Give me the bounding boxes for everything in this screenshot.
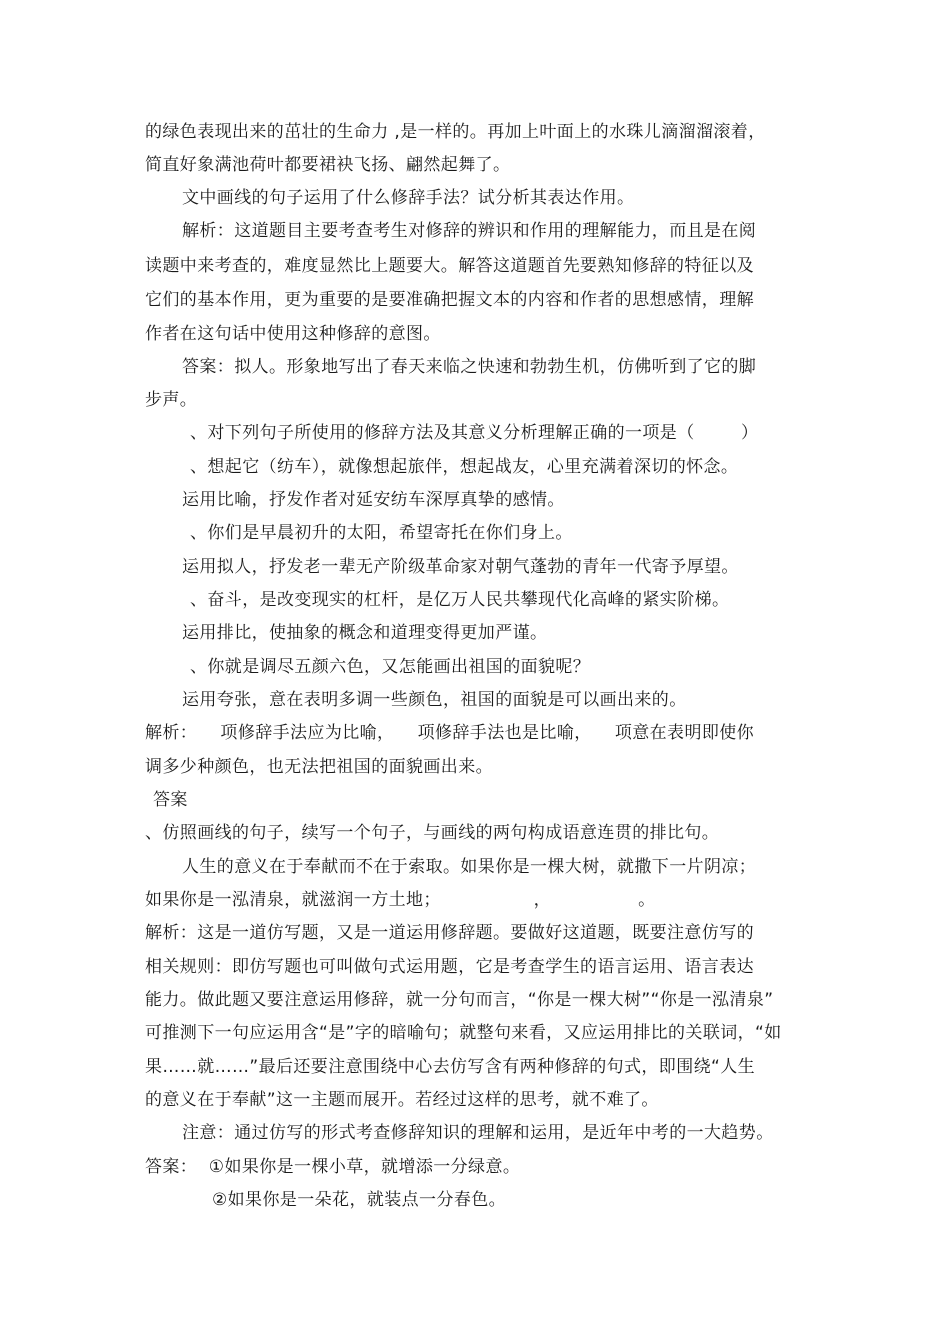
text-line: 如果你是一泓清泉，就滋润一方土地； ， 。	[145, 890, 656, 910]
text-line: 它们的基本作用，更为重要的是要准确把握文本的内容和作者的思想感情，理解	[145, 290, 754, 310]
answer-line: 答案： ①如果你是一棵小草，就增添一分绿意。	[145, 1157, 521, 1177]
text-line: 运用比喻，抒发作者对延安纺车深厚真挚的感情。	[182, 490, 565, 510]
question-line: 、仿照画线的句子，续写一个句子，与画线的两句构成语意连贯的排比句。	[145, 823, 720, 843]
text-line: 作者在这句话中使用这种修辞的意图。	[145, 324, 441, 344]
text-line: 文中画线的句子运用了什么修辞手法？试分析其表达作用。	[182, 188, 635, 208]
text-line: 解析：这道题目主要考查考生对修辞的辨识和作用的理解能力，而且是在阅	[182, 221, 757, 241]
text-line: 读题中来考查的，难度显然比上题要大。解答这道题首先要熟知修辞的特征以及	[145, 256, 754, 276]
text-line: 可推测下一句应运用含“是”字的暗喻句；就整句来看，又应运用排比的关联词，“如	[145, 1023, 782, 1043]
text-line: 运用拟人，抒发老一辈无产阶级革命家对朝气蓬勃的青年一代寄予厚望。	[182, 557, 739, 577]
text-line: 注意：通过仿写的形式考查修辞知识的理解和运用，是近年中考的一大趋势。	[182, 1123, 774, 1143]
text-line: 运用排比，使抽象的概念和道理变得更加严谨。	[182, 623, 548, 643]
text-line: 人生的意义在于奉献而不在于索取。如果你是一棵大树，就撒下一片阴凉；	[182, 857, 757, 877]
text-line: 步声。	[145, 390, 198, 410]
option-line: 、你们是早晨初升的太阳，希望寄托在你们身上。	[190, 523, 573, 543]
answer-label: 答案	[153, 790, 188, 810]
text-line: 的意义在于奉献”这一主题而展开。若经过这样的思考，就不难了。	[145, 1090, 659, 1110]
text-line: 调多少种颜色，也无法把祖国的面貌画出来。	[145, 757, 493, 777]
text-line: 能力。做此题又要注意运用修辞，就一分句而言，“你是一棵大树”“你是一泓清泉”	[145, 990, 774, 1010]
text-line: 果……就……”最后还要注意围绕中心去仿写含有两种修辞的句式，即围绕“人生	[145, 1057, 756, 1077]
text-line: 运用夸张，意在表明多调一些颜色，祖国的面貌是可以画出来的。	[182, 690, 687, 710]
answer-line: ②如果你是一朵花，就装点一分春色。	[212, 1190, 507, 1210]
option-line: 、奋斗，是改变现实的杠杆，是亿万人民共攀现代化高峰的紧实阶梯。	[190, 590, 730, 610]
text-line: 解析：这是一道仿写题，又是一道运用修辞题。要做好这道题，既要注意仿写的	[145, 923, 754, 943]
option-line: 、想起它（纺车），就像想起旅伴，想起战友，心里充满着深切的怀念。	[190, 457, 739, 477]
text-line: 解析： 项修辞手法应为比喻， 项修辞手法也是比喻， 项意在表明即使你	[145, 723, 755, 743]
text-line: 的绿色表现出来的茁壮的生命力 ,是一样的。再加上叶面上的水珠儿滴溜溜滚着，	[145, 122, 766, 142]
text-line: 简直好象满池荷叶都要裙袂飞扬、翩然起舞了。	[145, 155, 511, 175]
option-line: 、你就是调尽五颜六色，又怎能画出祖国的面貌呢？	[190, 657, 591, 677]
text-line: 相关规则：即仿写题也可叫做句式运用题，它是考查学生的语言运用、语言表达	[145, 957, 754, 977]
question-line: 、对下列句子所使用的修辞方法及其意义分析理解正确的一项是（ ）	[190, 423, 759, 443]
text-line: 答案：拟人。形象地写出了春天来临之快速和勃勃生机，仿佛听到了它的脚	[182, 357, 757, 377]
